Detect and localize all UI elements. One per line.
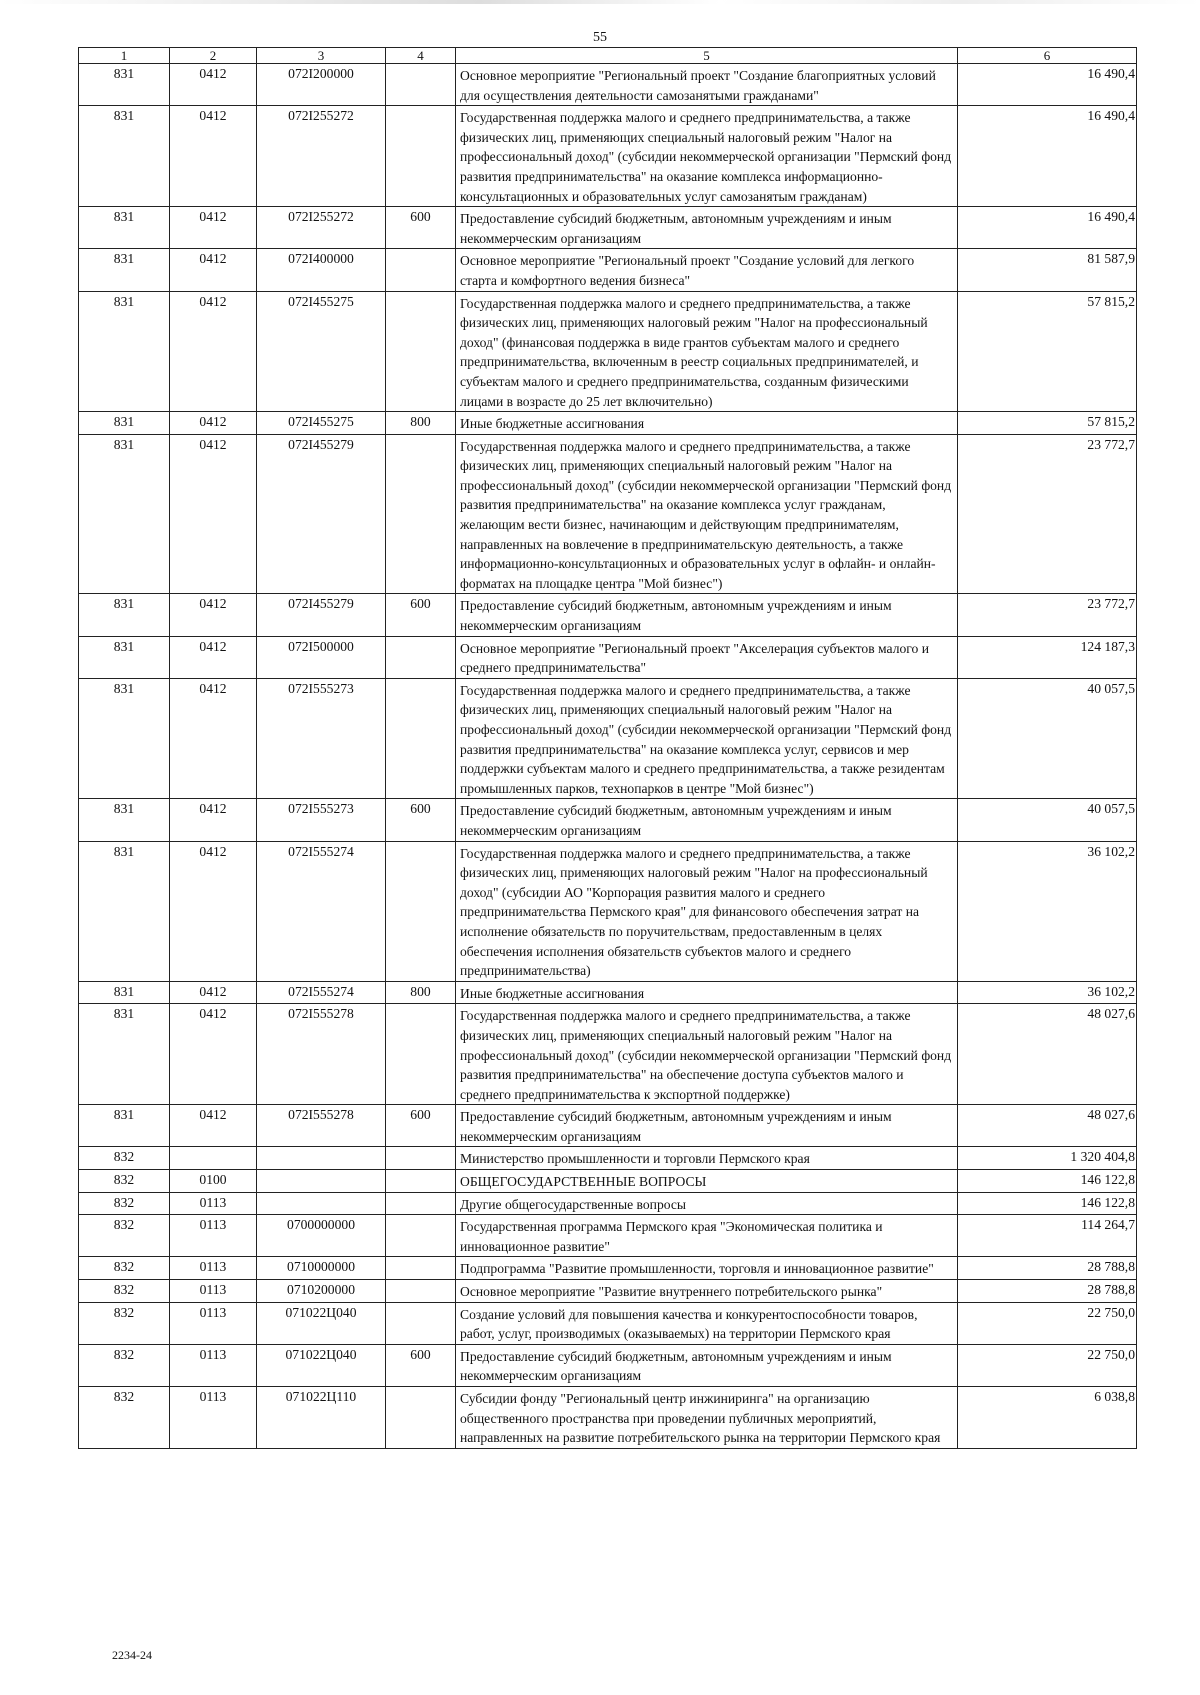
description-cell: Основное мероприятие "Развитие внутреннего потребительского рынка" [456, 1280, 958, 1303]
target-article-cell: 072I555278 [257, 1105, 386, 1147]
expense-type-cell [386, 64, 456, 106]
ministry-code-cell: 831 [79, 799, 170, 841]
ministry-code-cell: 831 [79, 981, 170, 1004]
description-cell: Основное мероприятие "Региональный проект "Акселерация субъектов малого и среднего предпринимательства" [456, 636, 958, 678]
amount-cell: 48 027,6 [958, 1105, 1137, 1147]
section-code-cell: 0412 [170, 1105, 257, 1147]
target-article-cell: 072I555278 [257, 1004, 386, 1105]
ministry-code-cell: 832 [79, 1170, 170, 1193]
expense-type-cell [386, 1192, 456, 1215]
table-row [79, 412, 1137, 435]
ministry-code-cell: 831 [79, 636, 170, 678]
description-cell: Предоставление субсидий бюджетным, автономным учреждениям и иным некоммерческим организациям [456, 594, 958, 636]
expense-type-cell [386, 249, 456, 291]
column-header: 3 [257, 48, 386, 64]
section-code-cell: 0412 [170, 1004, 257, 1105]
ministry-code-cell: 831 [79, 434, 170, 594]
page-number: 55 [593, 30, 607, 45]
budget-table [78, 47, 1137, 1449]
description-cell: Иные бюджетные ассигнования [456, 981, 958, 1004]
column-header: 1 [79, 48, 170, 64]
description-cell: Подпрограмма "Развитие промышленности, торговля и инновационное развитие" [456, 1257, 958, 1280]
section-code-cell: 0412 [170, 106, 257, 207]
target-article-cell: 072I500000 [257, 636, 386, 678]
table-body [79, 64, 1137, 1449]
description-cell: Государственная поддержка малого и среднего предпринимательства, а также физических лиц, применяющих специальный налоговый режим "Налог на профессиональный доход" (субсидии некоммерческой организации "Пермский фонд развития предпринимательства" на оказание комплекса информационно-консультационных и образовательных услуг самозанятым гражданам) [456, 106, 958, 207]
table-row [79, 636, 1137, 678]
target-article-cell: 072I455275 [257, 291, 386, 412]
table-row [79, 434, 1137, 594]
ministry-code-cell: 831 [79, 412, 170, 435]
description-cell: Государственная поддержка малого и среднего предпринимательства, а также физических лиц, применяющих специальный налоговый режим "Налог на профессиональный доход" (субсидии некоммерческой организации "Пермский фонд развития предпринимательства" на обеспечение доступа субъектов малого и среднего предпринимательства к экспортной поддержке) [456, 1004, 958, 1105]
ministry-code-cell: 832 [79, 1215, 170, 1257]
section-code-cell: 0412 [170, 841, 257, 981]
target-article-cell: 0710200000 [257, 1280, 386, 1303]
expense-type-cell [386, 1147, 456, 1170]
ministry-code-cell: 832 [79, 1387, 170, 1449]
description-cell: Иные бюджетные ассигнования [456, 412, 958, 435]
description-cell: ОБЩЕГОСУДАРСТВЕННЫЕ ВОПРОСЫ [456, 1170, 958, 1193]
ministry-code-cell: 832 [79, 1280, 170, 1303]
amount-cell: 6 038,8 [958, 1387, 1137, 1449]
ministry-code-cell: 831 [79, 678, 170, 799]
amount-cell: 81 587,9 [958, 249, 1137, 291]
table-row [79, 981, 1137, 1004]
table-row [79, 1280, 1137, 1303]
ministry-code-cell: 832 [79, 1344, 170, 1386]
expense-type-cell: 600 [386, 207, 456, 249]
amount-cell: 16 490,4 [958, 106, 1137, 207]
table-row [79, 1215, 1137, 1257]
section-code-cell: 0412 [170, 64, 257, 106]
description-cell: Государственная поддержка малого и среднего предпринимательства, а также физических лиц, применяющих налоговый режим "Налог на профессиональный доход" (финансовая поддержка в виде грантов субъектам малого и среднего предпринимательства, включенным в реестр социальных предпринимателей, и субъектам малого и среднего предпринимательства, созданным физическими лицами в возрасте до 25 лет включительно) [456, 291, 958, 412]
column-header: 6 [958, 48, 1137, 64]
column-header: 2 [170, 48, 257, 64]
description-cell: Государственная поддержка малого и среднего предпринимательства, а также физических лиц, применяющих налоговый режим "Налог на профессиональный доход" (субсидии АО "Корпорация развития малого и среднего предпринимательства Пермского края" для финансового обеспечения затрат на исполнение обязательств по поручительствам, предоставленным в целях обеспечения исполнения обязательств субъектов малого и среднего предпринимательства) [456, 841, 958, 981]
description-cell: Предоставление субсидий бюджетным, автономным учреждениям и иным некоммерческим организациям [456, 799, 958, 841]
amount-cell: 16 490,4 [958, 64, 1137, 106]
budget-table-container [78, 47, 1136, 1449]
description-cell: Государственная поддержка малого и среднего предпринимательства, а также физических лиц, применяющих специальный налоговый режим "Налог на профессиональный доход" (субсидии некоммерческой организации "Пермский фонд развития предпринимательства" на оказание комплекса услуг гражданам, желающим вести бизнес, начинающим и действующим предпринимателям, направленных на вовлечение в предпринимательскую деятельность, а также информационно-консультационных и образовательных услуг в офлайн- и онлайн-форматах на площадке центра "Мой бизнес") [456, 434, 958, 594]
expense-type-cell [386, 678, 456, 799]
table-row [79, 678, 1137, 799]
ministry-code-cell: 831 [79, 249, 170, 291]
section-code-cell: 0412 [170, 678, 257, 799]
ministry-code-cell: 831 [79, 291, 170, 412]
expense-type-cell: 800 [386, 412, 456, 435]
description-cell: Предоставление субсидий бюджетным, автономным учреждениям и иным некоммерческим организациям [456, 1105, 958, 1147]
amount-cell: 28 788,8 [958, 1257, 1137, 1280]
section-code-cell [170, 1147, 257, 1170]
table-row [79, 1105, 1137, 1147]
ministry-code-cell: 832 [79, 1302, 170, 1344]
section-code-cell: 0113 [170, 1215, 257, 1257]
description-cell: Министерство промышленности и торговли Пермского края [456, 1147, 958, 1170]
column-header: 5 [456, 48, 958, 64]
target-article-cell: 071022Ц110 [257, 1387, 386, 1449]
amount-cell: 57 815,2 [958, 291, 1137, 412]
amount-cell: 36 102,2 [958, 981, 1137, 1004]
target-article-cell: 0700000000 [257, 1215, 386, 1257]
expense-type-cell: 800 [386, 981, 456, 1004]
expense-type-cell [386, 1387, 456, 1449]
expense-type-cell [386, 1302, 456, 1344]
expense-type-cell [386, 106, 456, 207]
section-code-cell: 0412 [170, 249, 257, 291]
section-code-cell: 0113 [170, 1387, 257, 1449]
target-article-cell: 072I255272 [257, 106, 386, 207]
section-code-cell: 0412 [170, 291, 257, 412]
description-cell: Государственная программа Пермского края "Экономическая политика и инновационное развитие" [456, 1215, 958, 1257]
expense-type-cell [386, 1280, 456, 1303]
section-code-cell: 0113 [170, 1344, 257, 1386]
amount-cell: 57 815,2 [958, 412, 1137, 435]
target-article-cell [257, 1170, 386, 1193]
section-code-cell: 0412 [170, 799, 257, 841]
table-row [79, 291, 1137, 412]
table-row [79, 1147, 1137, 1170]
amount-cell: 146 122,8 [958, 1170, 1137, 1193]
target-article-cell: 072I555274 [257, 841, 386, 981]
expense-type-cell [386, 1170, 456, 1193]
section-code-cell: 0113 [170, 1302, 257, 1344]
section-code-cell: 0100 [170, 1170, 257, 1193]
ministry-code-cell: 831 [79, 207, 170, 249]
amount-cell: 146 122,8 [958, 1192, 1137, 1215]
amount-cell: 23 772,7 [958, 594, 1137, 636]
amount-cell: 1 320 404,8 [958, 1147, 1137, 1170]
table-row [79, 594, 1137, 636]
amount-cell: 40 057,5 [958, 678, 1137, 799]
target-article-cell: 072I255272 [257, 207, 386, 249]
expense-type-cell [386, 291, 456, 412]
table-row [79, 64, 1137, 106]
description-cell: Другие общегосударственные вопросы [456, 1192, 958, 1215]
section-code-cell: 0113 [170, 1192, 257, 1215]
description-cell: Создание условий для повышения качества и конкурентоспособности товаров, работ, услуг, производимых (оказываемых) на территории Пермского края [456, 1302, 958, 1344]
target-article-cell: 071022Ц040 [257, 1302, 386, 1344]
ministry-code-cell: 831 [79, 841, 170, 981]
table-row [79, 1170, 1137, 1193]
table-row [79, 249, 1137, 291]
target-article-cell: 072I455275 [257, 412, 386, 435]
header-row [79, 48, 1137, 64]
expense-type-cell: 600 [386, 799, 456, 841]
section-code-cell: 0412 [170, 434, 257, 594]
amount-cell: 114 264,7 [958, 1215, 1137, 1257]
expense-type-cell [386, 1004, 456, 1105]
amount-cell: 28 788,8 [958, 1280, 1137, 1303]
description-cell: Государственная поддержка малого и среднего предпринимательства, а также физических лиц, применяющих специальный налоговый режим "Налог на профессиональный доход" (субсидии некоммерческой организации "Пермский фонд развития предпринимательства" на оказание комплекса услуг, сервисов и мер поддержки субъектам малого и среднего предпринимательства, а также резидентам промышленных парков, технопарков в центре "Мой бизнес") [456, 678, 958, 799]
amount-cell: 36 102,2 [958, 841, 1137, 981]
description-cell: Основное мероприятие "Региональный проект "Создание благоприятных условий для осуществления деятельности самозанятыми гражданами" [456, 64, 958, 106]
table-row [79, 106, 1137, 207]
section-code-cell: 0113 [170, 1280, 257, 1303]
amount-cell: 22 750,0 [958, 1302, 1137, 1344]
table-row [79, 841, 1137, 981]
amount-cell: 16 490,4 [958, 207, 1137, 249]
description-cell: Предоставление субсидий бюджетным, автономным учреждениям и иным некоммерческим организациям [456, 207, 958, 249]
target-article-cell [257, 1147, 386, 1170]
description-cell: Основное мероприятие "Региональный проект "Создание условий для легкого старта и комфортного ведения бизнеса" [456, 249, 958, 291]
ministry-code-cell: 831 [79, 1004, 170, 1105]
description-cell: Субсидии фонду "Региональный центр инжиниринга" на организацию общественного пространства при проведении публичных мероприятий, направленных на развитие потребительского рынка на территории Пермского края [456, 1387, 958, 1449]
expense-type-cell [386, 1215, 456, 1257]
ministry-code-cell: 831 [79, 64, 170, 106]
section-code-cell: 0412 [170, 412, 257, 435]
column-header: 4 [386, 48, 456, 64]
section-code-cell: 0113 [170, 1257, 257, 1280]
target-article-cell: 072I555273 [257, 678, 386, 799]
amount-cell: 48 027,6 [958, 1004, 1137, 1105]
target-article-cell [257, 1192, 386, 1215]
ministry-code-cell: 831 [79, 106, 170, 207]
target-article-cell: 071022Ц040 [257, 1344, 386, 1386]
table-row [79, 1302, 1137, 1344]
target-article-cell: 072I455279 [257, 434, 386, 594]
target-article-cell: 072I555274 [257, 981, 386, 1004]
expense-type-cell [386, 841, 456, 981]
table-row [79, 1004, 1137, 1105]
target-article-cell: 0710000000 [257, 1257, 386, 1280]
table-row [79, 799, 1137, 841]
footer-code: 2234-24 [112, 1648, 152, 1662]
table-row [79, 1344, 1137, 1386]
amount-cell: 22 750,0 [958, 1344, 1137, 1386]
section-code-cell: 0412 [170, 981, 257, 1004]
target-article-cell: 072I400000 [257, 249, 386, 291]
table-row [79, 1387, 1137, 1449]
section-code-cell: 0412 [170, 636, 257, 678]
target-article-cell: 072I555273 [257, 799, 386, 841]
ministry-code-cell: 832 [79, 1147, 170, 1170]
target-article-cell: 072I455279 [257, 594, 386, 636]
expense-type-cell: 600 [386, 1344, 456, 1386]
table-row [79, 207, 1137, 249]
expense-type-cell: 600 [386, 594, 456, 636]
expense-type-cell [386, 636, 456, 678]
expense-type-cell [386, 1257, 456, 1280]
scan-edge [0, 0, 1200, 4]
expense-type-cell: 600 [386, 1105, 456, 1147]
ministry-code-cell: 832 [79, 1192, 170, 1215]
target-article-cell: 072I200000 [257, 64, 386, 106]
table-row [79, 1192, 1137, 1215]
amount-cell: 124 187,3 [958, 636, 1137, 678]
section-code-cell: 0412 [170, 207, 257, 249]
expense-type-cell [386, 434, 456, 594]
ministry-code-cell: 831 [79, 1105, 170, 1147]
description-cell: Предоставление субсидий бюджетным, автономным учреждениям и иным некоммерческим организациям [456, 1344, 958, 1386]
section-code-cell: 0412 [170, 594, 257, 636]
ministry-code-cell: 831 [79, 594, 170, 636]
amount-cell: 40 057,5 [958, 799, 1137, 841]
ministry-code-cell: 832 [79, 1257, 170, 1280]
amount-cell: 23 772,7 [958, 434, 1137, 594]
table-row [79, 1257, 1137, 1280]
